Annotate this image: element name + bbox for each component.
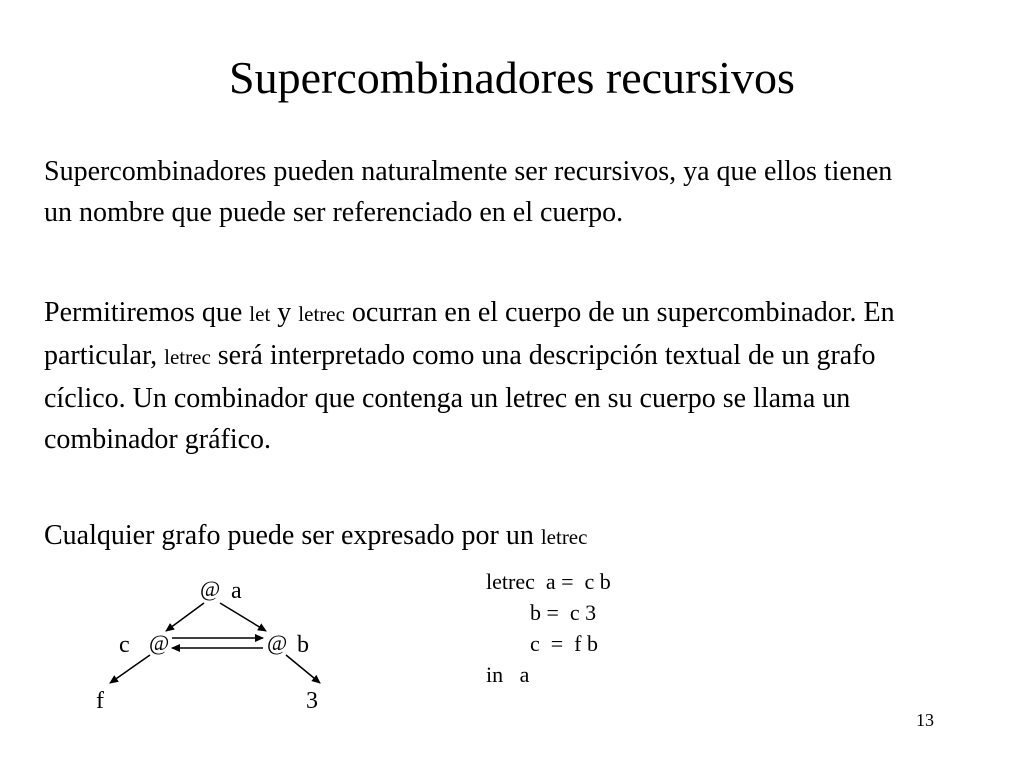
keyword-let: let <box>249 302 271 326</box>
node-c-application: @ <box>149 630 170 655</box>
edge-a-to-b <box>220 603 266 631</box>
edge-a-to-c <box>166 603 204 631</box>
cyclic-graph-diagram <box>80 565 400 725</box>
bullet-2-text-3: ocurran en el cuerpo de un supercombinador. En particular, <box>44 297 895 371</box>
page-number: 13 <box>916 710 934 730</box>
bullet-3-text: Cualquier grafo puede ser expresado por un <box>44 520 541 551</box>
node-c-label: c <box>119 632 130 658</box>
node-a-label: a <box>231 578 242 604</box>
keyword-letrec-3: letrec <box>540 525 588 549</box>
node-a-application: @ <box>200 576 221 601</box>
bullet-paragraph-3 <box>44 515 924 558</box>
bullet-2-text-1: Permitiremos que <box>44 297 250 328</box>
bullet-2-text-4: será interpretado como una descripción textual de un grafo cíclico. Un combinador que contenga un letrec en su cuerpo se llama un combinador gráfico. <box>44 340 876 455</box>
edge-c-to-f <box>110 655 150 683</box>
bullet-1-text: Supercombinadores pueden naturalmente ser recursivos, ya que ellos tienen un nombre que puede ser referenciado en el cuerpo. <box>44 156 893 228</box>
keyword-letrec-2: letrec <box>164 345 211 369</box>
bullet-2-text-2: y <box>270 297 299 328</box>
code-line-3: c = f b <box>486 631 598 656</box>
code-line-2: b = c 3 <box>486 600 597 625</box>
leaf-f: f <box>96 688 104 714</box>
slide-title: Supercombinadores recursivos <box>229 52 795 103</box>
bullet-paragraph-2 <box>44 292 924 460</box>
node-b-application: @ <box>267 630 288 655</box>
bullet-paragraph-1 <box>44 151 924 233</box>
node-b-label: b <box>297 632 309 658</box>
code-line-4: in a <box>486 662 530 687</box>
keyword-letrec-1: letrec <box>298 302 345 326</box>
letrec-code-block <box>486 566 611 690</box>
edge-b-to-3 <box>286 655 320 683</box>
leaf-3: 3 <box>306 688 318 714</box>
code-line-1: letrec a = c b <box>486 569 611 594</box>
